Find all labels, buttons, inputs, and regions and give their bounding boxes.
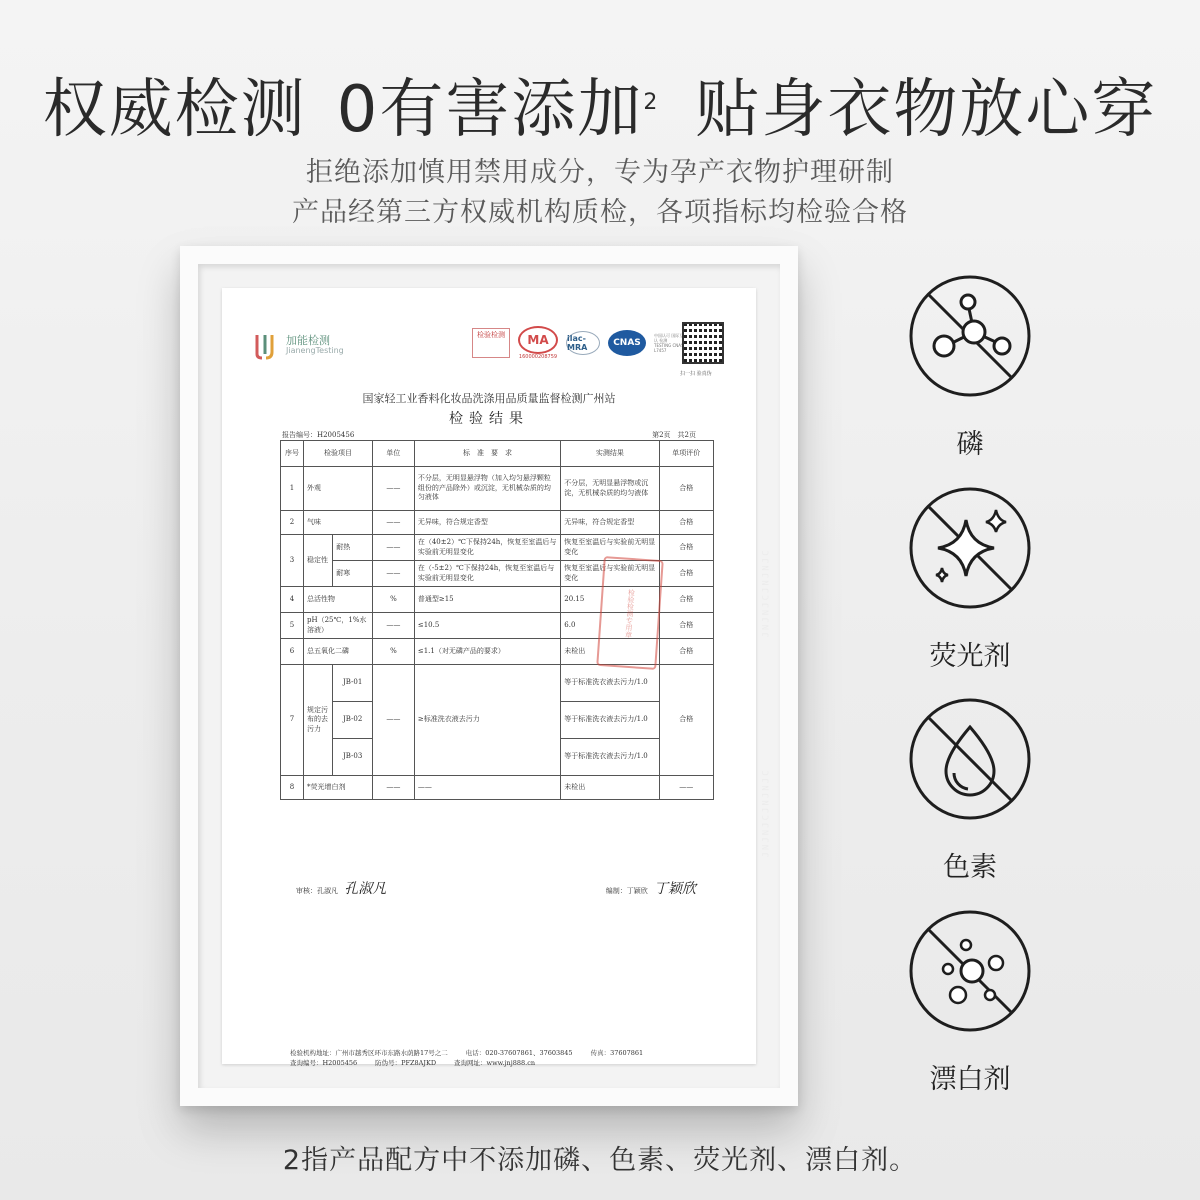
col-header: 检验项目 xyxy=(304,441,373,467)
cell-no: 6 xyxy=(281,639,304,665)
cell-subitem: JB-02 xyxy=(333,702,373,739)
headline-footnote-mark: 2 xyxy=(643,89,660,115)
cell-unit: % xyxy=(373,639,415,665)
editor-signature: 丁颖欣 xyxy=(654,881,696,897)
cell-item: 规定污布的去污力 xyxy=(304,665,333,776)
icon-label: 磷 xyxy=(956,429,984,460)
frame-mat xyxy=(198,264,780,1088)
report-title: 检验结果 xyxy=(449,411,529,427)
reviewer xyxy=(296,878,386,898)
cell-standard: 在（40±2）℃下保持24h，恢复至室温后与实验前无明显变化 xyxy=(414,535,560,561)
footer-address: 检验机构地址：广州市越秀区环市东路水荫路17号之二 xyxy=(290,1049,448,1057)
cell-standard: ≥标准洗衣液去污力 xyxy=(414,665,560,776)
cnas-caption: 中国认可 国际互认 检测 TESTING CNAS L7457 xyxy=(654,332,684,354)
cell-item: 总五氧化二磷 xyxy=(304,639,373,665)
cnas-icon: CNAS xyxy=(608,330,646,356)
footer-query-no: 查询编号：H2005456 xyxy=(290,1059,358,1068)
qr-caption: 扫一扫 验真伪 xyxy=(680,371,712,377)
cell-result: 20.15 xyxy=(561,587,659,613)
report-institution: 国家轻工业香料化妆品洗涤用品质量监督检测广州站 xyxy=(362,392,616,405)
certification-marks xyxy=(472,326,684,360)
no-pigment-item xyxy=(908,697,1032,884)
cert-ma-no: 160000208759 xyxy=(518,354,558,360)
reviewer-label: 审核：孔淑凡 xyxy=(296,887,338,895)
footer-website: 查询网址：www.jnj888.cn xyxy=(454,1059,536,1068)
lab-logo-icon xyxy=(252,330,282,360)
cell-eval: 合格 xyxy=(659,467,713,511)
col-header: 序号 xyxy=(281,441,304,467)
no-fluorescent-item xyxy=(908,486,1032,673)
lab-logo-cn: 加能检测 xyxy=(286,333,330,347)
no-phosphorus-icon xyxy=(908,274,1032,398)
cell-result: 未检出 xyxy=(561,639,659,665)
reviewer-signature: 孔淑凡 xyxy=(344,881,387,897)
report-number: 报告编号：H2005456 xyxy=(282,431,355,439)
cell-result: 无异味，符合规定香型 xyxy=(561,511,659,535)
report-meta xyxy=(282,430,696,440)
cell-subitem: 耐寒 xyxy=(333,561,373,587)
cell-eval: 合格 xyxy=(659,561,713,587)
cell-item: pH（25℃，1%水溶液） xyxy=(304,613,373,639)
table-row xyxy=(281,467,714,511)
cell-eval: 合格 xyxy=(659,511,713,535)
cell-unit: —— xyxy=(373,665,415,776)
cell-unit: —— xyxy=(373,561,415,587)
col-header: 标 准 要 求 xyxy=(414,441,560,467)
cell-result: 等于标准洗衣液去污力/1.0 xyxy=(561,702,659,739)
cell-item: 总活性物 xyxy=(304,587,373,613)
cell-no: 3 xyxy=(281,535,304,587)
icon-label: 荧光剂 xyxy=(929,641,1011,672)
lab-logo-en: JianengTesting xyxy=(286,345,344,355)
report-footer xyxy=(290,1048,716,1069)
cma-icon: MA xyxy=(518,326,558,354)
no-phosphorus-item xyxy=(908,274,1032,461)
headline-part-b: 0有害添加 xyxy=(336,73,644,147)
cell-result: 等于标准洗衣液去污力/1.0 xyxy=(561,665,659,702)
cell-item: 外观 xyxy=(304,467,373,511)
ilac-mra-icon: ilac-MRA xyxy=(566,331,600,355)
col-header: 实测结果 xyxy=(561,441,659,467)
cell-eval: 合格 xyxy=(659,639,713,665)
qr-code-icon xyxy=(684,324,722,362)
cell-result: 6.0 xyxy=(561,613,659,639)
footnote: 2指产品配方中不添加磷、色素、荧光剂、漂白剂。 xyxy=(282,1145,918,1176)
col-header: 单位 xyxy=(373,441,415,467)
cell-unit: % xyxy=(373,587,415,613)
watermark: JNJNJCJNJNJC xyxy=(761,768,772,858)
cell-no: 2 xyxy=(281,511,304,535)
picture-frame xyxy=(180,246,798,1106)
cell-standard: 不分层，无明显悬浮物（加入均匀悬浮颗粒组份的产品除外）或沉淀，无机械杂质的均匀液体 xyxy=(414,467,560,511)
cell-no: 7 xyxy=(281,665,304,776)
page-info: 第2页 共2页 xyxy=(652,431,696,439)
cell-item: *荧光增白剂 xyxy=(304,776,373,800)
no-fluorescent-sparkle-icon xyxy=(908,486,1032,610)
footer-phone: 电话：020-37607861、37603845 xyxy=(465,1049,573,1057)
cell-standard: ≤10.5 xyxy=(414,613,560,639)
headline xyxy=(0,58,1200,150)
cell-unit: —— xyxy=(373,535,415,561)
watermark: JNJNJCJNJNJC xyxy=(761,548,772,638)
table-row xyxy=(281,535,714,561)
cell-item: 气味 xyxy=(304,511,373,535)
cell-eval: 合格 xyxy=(659,535,713,561)
cell-standard: 在（-5±2）℃下保持24h，恢复至室温后与实验前无明显变化 xyxy=(414,561,560,587)
cell-eval: 合格 xyxy=(659,613,713,639)
cell-result: 未检出 xyxy=(561,776,659,800)
table-row xyxy=(281,665,714,702)
cert-ma xyxy=(518,326,558,360)
cell-item: 稳定性 xyxy=(304,535,333,587)
cell-unit: —— xyxy=(373,613,415,639)
headline-part-c: 贴身衣物放心穿 xyxy=(695,73,1158,147)
headline-part-a: 权威检测 xyxy=(42,73,307,147)
no-bleach-bubbles-icon xyxy=(908,909,1032,1033)
no-pigment-drop-icon xyxy=(908,697,1032,821)
cell-subitem: 耐热 xyxy=(333,535,373,561)
footer-anti-counterfeit: 防伪号：PFZ8AJKD xyxy=(375,1059,437,1068)
cell-standard: 无异味，符合规定香型 xyxy=(414,511,560,535)
signatures xyxy=(296,878,696,898)
cert-stamp: 检验检测 xyxy=(472,328,510,358)
icon-label: 色素 xyxy=(943,852,997,883)
inspection-report xyxy=(222,288,772,1068)
no-bleach-item xyxy=(908,909,1032,1096)
cell-unit: —— xyxy=(373,511,415,535)
cell-standard: ≤1.1（对无磷产品的要求） xyxy=(414,639,560,665)
editor xyxy=(606,878,696,898)
cell-no: 1 xyxy=(281,467,304,511)
cell-standard: —— xyxy=(414,776,560,800)
cell-result: 恢复至室温后与实验前无明显变化 xyxy=(561,535,659,561)
cell-subitem: JB-01 xyxy=(333,665,373,702)
editor-label: 编制：丁颖欣 xyxy=(605,887,648,895)
cell-result: 恢复至室温后与实验前无明显变化 xyxy=(561,561,659,587)
cell-result: 等于标准洗衣液去污力/1.0 xyxy=(561,739,659,776)
cell-standard: 普通型≥15 xyxy=(414,587,560,613)
subheadline-line-1: 拒绝添加慎用禁用成分，专为孕产衣物护理研制 xyxy=(306,157,894,188)
table-row xyxy=(281,511,714,535)
icon-label: 漂白剂 xyxy=(929,1064,1011,1095)
col-header: 单项评价 xyxy=(659,441,713,467)
cell-unit: —— xyxy=(373,776,415,800)
cell-eval: 合格 xyxy=(659,665,713,776)
lab-logo xyxy=(252,330,344,360)
cell-no: 8 xyxy=(281,776,304,800)
cell-no: 4 xyxy=(281,587,304,613)
table-header-row xyxy=(281,441,714,467)
cell-subitem: JB-03 xyxy=(333,739,373,776)
cell-no: 5 xyxy=(281,613,304,639)
cell-eval: 合格 xyxy=(659,587,713,613)
subheadline-line-2: 产品经第三方权威机构质检，各项指标均检验合格 xyxy=(292,197,908,228)
cell-eval: —— xyxy=(659,776,713,800)
table-row xyxy=(281,776,714,800)
cell-result: 不分层，无明显悬浮物或沉淀，无机械杂质的均匀液体 xyxy=(561,467,659,511)
footer-fax: 传真：37607861 xyxy=(590,1049,644,1057)
cell-unit: —— xyxy=(373,467,415,511)
official-seal: 检验检测专用章 xyxy=(596,556,664,670)
